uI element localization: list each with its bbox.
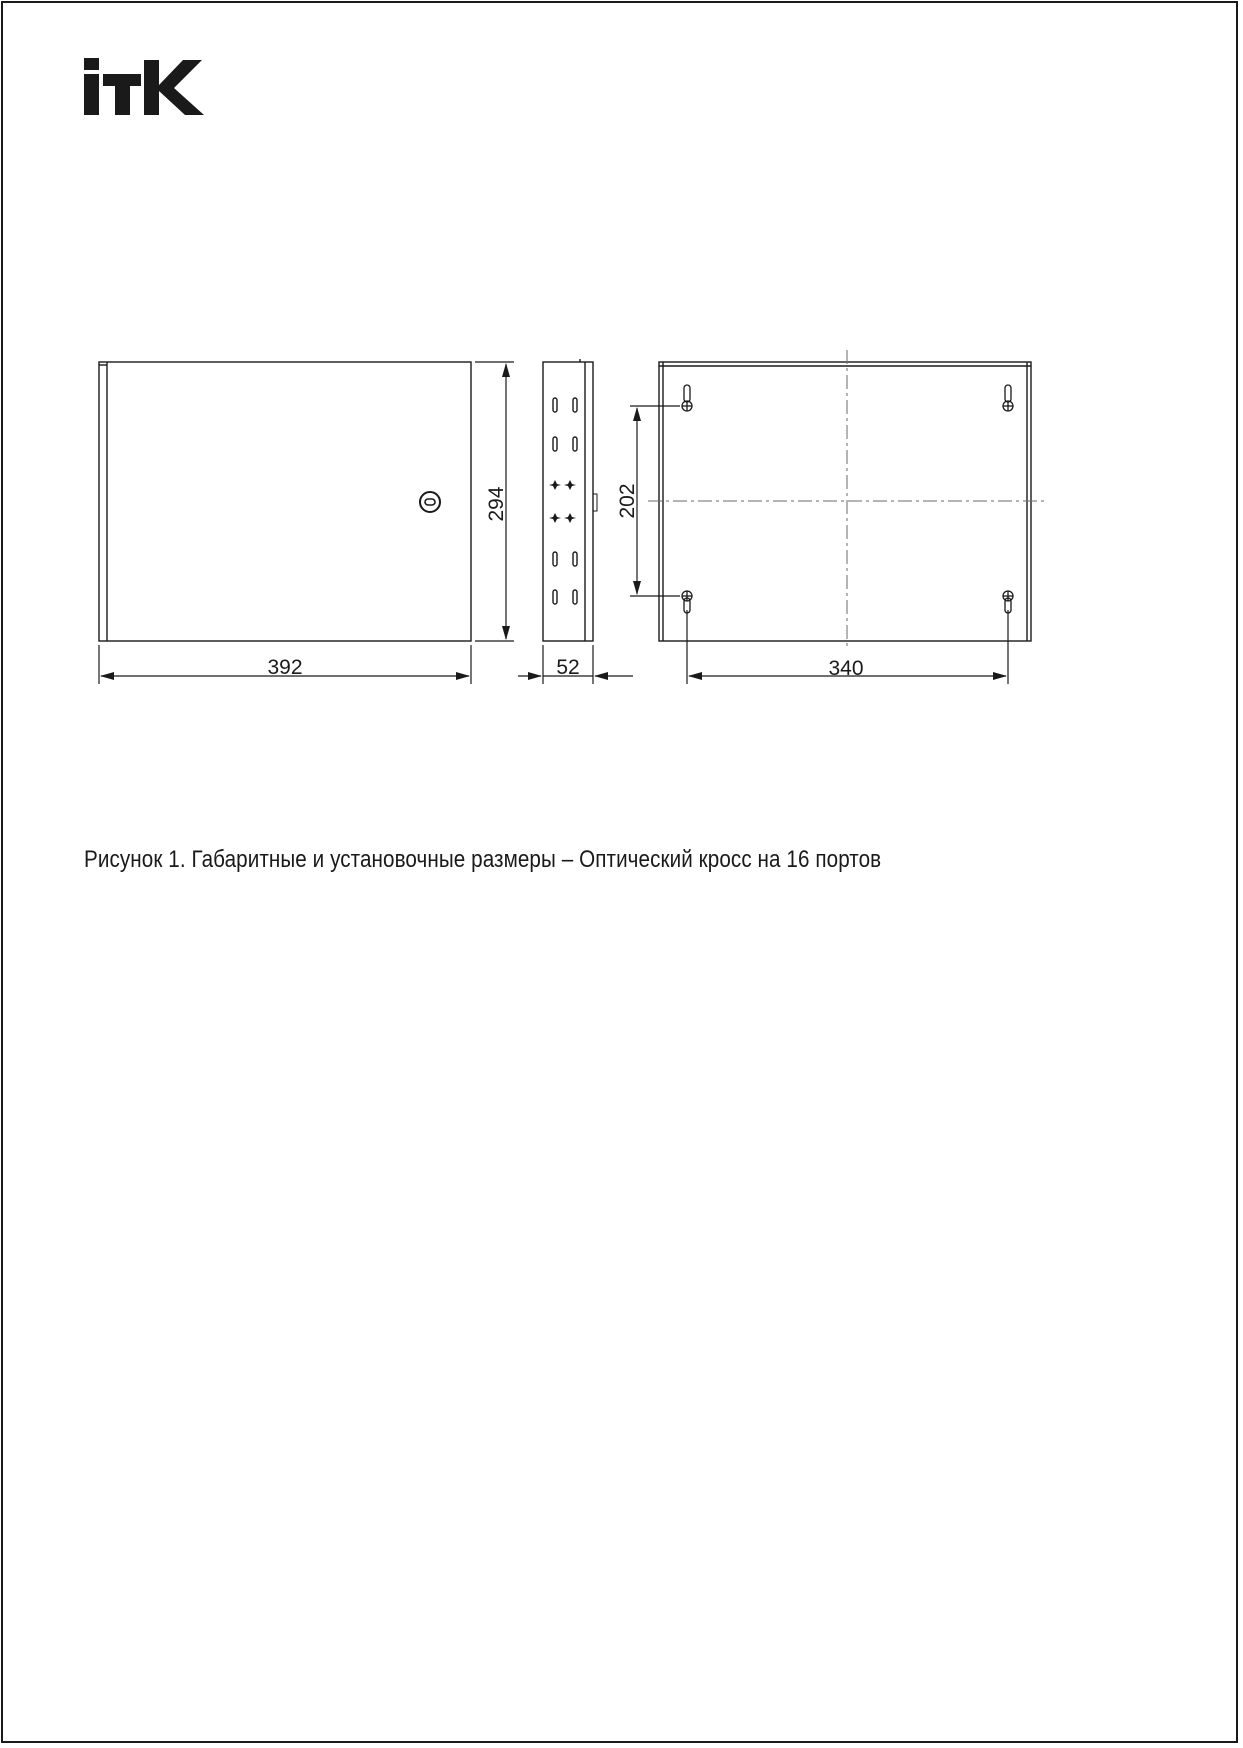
back-view-centerlines — [648, 350, 1046, 650]
figure-caption: Рисунок 1. Габаритные и установочные размеры – Оптический кросс на 16 портов — [84, 846, 882, 873]
mounting-hole-icon — [682, 591, 692, 613]
back-mount-width-label: 340 — [828, 657, 864, 680]
mounting-hole-icon — [682, 385, 692, 411]
side-view-knockouts — [549, 480, 576, 523]
lock-icon — [420, 492, 440, 512]
side-view — [543, 359, 597, 641]
back-mount-height-label: 202 — [616, 483, 639, 519]
side-depth-label: 52 — [556, 656, 580, 679]
front-width-label: 392 — [267, 656, 303, 679]
front-height-label: 294 — [485, 486, 508, 522]
mounting-hole-icon — [1003, 385, 1013, 411]
mounting-hole-icon — [1003, 591, 1013, 613]
front-view — [99, 362, 471, 641]
